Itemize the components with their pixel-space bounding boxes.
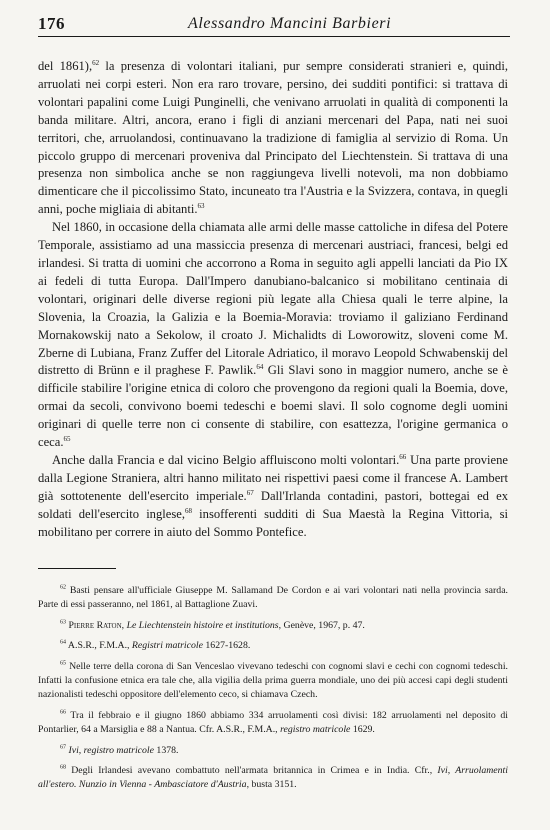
text-run: del 1861), (38, 59, 93, 73)
footnote-number: 63 (60, 619, 66, 626)
footnote (38, 619, 508, 633)
footnote-ref: 63 (197, 202, 205, 211)
footnote-number: 62 (60, 584, 66, 591)
text-run: Gli Slavi sono in maggior numero, anche se è difficile stabilire l'origine etnica di coloro che provengono da regioni quali la Boemia, dove, ormai da secoli, convivono boemi tedeschi e boemi slavi. Il solo cognome degli uomini originari di quelle terre non ci consente di stabilire, con esattezza, l'origine germanica o ceca. (38, 363, 509, 450)
footnote-number: 66 (60, 709, 66, 716)
text-run: 1627-1628. (202, 640, 251, 652)
text-run: , busta 3151. (246, 779, 297, 791)
footnote (38, 709, 508, 738)
footnote (38, 764, 508, 793)
text-run: Nelle terre della corona di San Venceslao vivevano tedeschi con cognomi slavi e cechi con cognomi tedeschi. Infatti la confusione etnica era tale che, alla vigilia della prima guerra mondiale, uno dei più accesi capi degli studenti nazionalisti tedeschi oppositore dell'elemento ceco, si chiamava Czech. (38, 660, 509, 701)
footnote-ref: 65 (63, 434, 71, 443)
text-run: 1378. (153, 744, 179, 756)
text-run: Degli Irlandesi avevano combattuto nell'armata britannica in Crimea e in India. Cfr., (71, 765, 438, 777)
footnote-ref: 67 (246, 488, 254, 497)
text-run: Anche dalla Francia e dal vicino Belgio affluiscono molti volontari. (52, 452, 400, 467)
italic-text: Le Liechtenstein histoire et institutions (126, 619, 279, 631)
italic-text: Registri matricole (131, 640, 203, 652)
text-run: , (121, 619, 127, 631)
text-run: Una parte proviene dalla Legione Straniera, altri hanno militato nei rispettivi paesi come il francese A. Lambert già sottotenente dell'esercito imperiale. (38, 452, 509, 503)
footnote (38, 584, 508, 613)
page-header (38, 14, 510, 37)
footnote-ref: 68 (185, 506, 193, 515)
text-run: Tra il febbraio e il giugno 1860 abbiamo 334 arruolamenti così divisi: 182 arruolamenti nel deposito di Pontarlier, 64 a Marsiglia e 88 a Nantua. Cfr. A.S.R., F.M.A., (38, 709, 508, 736)
footnote-ref: 66 (399, 452, 407, 461)
text-run: , Genève, 1967, p. 47. (278, 619, 365, 631)
page-number: 176 (38, 14, 65, 33)
footnote-number: 68 (60, 764, 66, 771)
footnote-number: 64 (60, 639, 66, 646)
paragraph (38, 452, 508, 542)
author-name: Pierre Raton (68, 619, 122, 631)
text-run: A.S.R., F.M.A., (67, 640, 132, 652)
main-text (38, 58, 508, 541)
text-run: Basti pensare all'ufficiale Giuseppe M. Sallamand De Cordon e ai vari volontari nati nella provincia sarda. Parte di essi passeranno, nel 1861, al Battaglione Zuavi. (38, 585, 508, 611)
paragraph (38, 219, 508, 452)
italic-text: Ivi, registro matricole (68, 744, 154, 756)
footnote (38, 660, 508, 703)
text-run: insofferenti sudditi di Sua Maestà la Regina Vittoria, si mobilitano per correre in aiuto del Sommo Pontefice. (38, 506, 508, 539)
footnote-ref: 64 (256, 363, 264, 372)
text-run: Dall'Irlanda contadini, pastori, bottegai ed ex soldati dell'esercito inglese, (38, 488, 508, 521)
footnote-ref: 62 (92, 58, 100, 67)
italic-text: registro matricole (280, 724, 351, 736)
text-run: la presenza di volontari italiani, pur sempre considerati stranieri e, quindi, arruolati nei corpi esteri. Non era raro trovare, persino, dei sudditi pontifici: si trattava di volontari papalini come Luigi Punginelli, che venivano arruolati in qualità di componenti la banda militare. Altri, ancora, erano i figli di anziani mercenari del Papa, nati nei suoi territori, che, arruolandosi, continuavano la tradizione di famiglia al servizio di Roma. Un piccolo gruppo di mercenari proveniva dal Principato del Liechtenstein. Si trattava di una presenza non simbolica anche se non raggiungeva livelli notevoli, ma non dobbiamo dimenticare che il piccolissimo Stato, incuneato tra l'Austria e la Svizzera, contava, in quegli anni, poche migliaia di abitanti. (38, 59, 508, 217)
footnotes (38, 584, 508, 799)
footnote-number: 65 (60, 660, 66, 667)
text-run: Nel 1860, in occasione della chiamata alle armi delle masse cattoliche in difesa del Potere Temporale, assistiamo ad una massiccia presenza di mercenari austriaci, francesi, belgi ed irlandesi. Si tratta di uomini che accorrono a Roma in seguito agli appelli lanciati da Pio IX ai fedeli di tutta Europa. Dall'Impero danubiano-balcanico si mobilitano centinaia di volontari, originari delle diverse regioni più legate alla Chiesa quali le terre alpine, la Slovenia, la Croazia, la Galizia e la Boemia-Moravia: troviamo il galiziano Ferdinand Mornakowskij nato a Sekolow, il croato J. Michalidts di Loworowitz, sloveni come M. Zberne di Lubiana, Franz Zuffer del Litorale Adriatico, il moravo Leopold Schwabenskij del distretto di Brünn e il praghese F. Pawlik. (38, 220, 508, 378)
footnote (38, 744, 508, 758)
footnote-number: 67 (60, 744, 66, 751)
footnote-separator (38, 568, 116, 569)
footnote (38, 639, 508, 653)
running-title: Alessandro Mancini Barbieri (188, 15, 392, 32)
italic-text: Ivi, Arruolamenti all'estero. Nunzio in Vienna - Ambasciatore d'Austria (38, 765, 508, 791)
paragraph (38, 58, 508, 219)
text-run: 1629. (350, 724, 375, 736)
